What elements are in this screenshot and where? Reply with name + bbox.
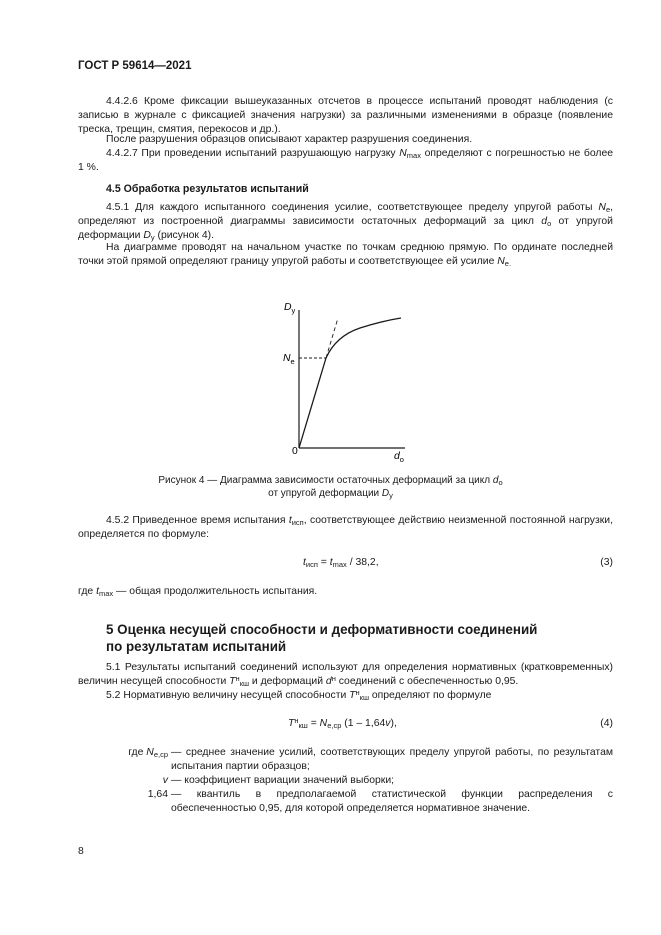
- definition-ne-avg: где $N_{e,ср}$ — среднее значение усилий, соответствующих пределу упругой работы, по результатам испытания партии образцов;: [128, 747, 613, 772]
- paragraph-4-4-2-7: 4.4.2.7 При проведении испытаний разрушающую нагрузку $N_{max}$ определяют с погрешностью не более 1 %.: [78, 148, 613, 173]
- formula-4: [78, 717, 613, 733]
- deformation-curve: [326, 318, 401, 358]
- where-tmax: где $t_{max}$ — общая продолжительность испытания.: [78, 586, 318, 598]
- standard-header: ГОСТ Р 59614—2021: [78, 60, 192, 72]
- ne-label: $N_e$: [283, 353, 295, 366]
- y-axis-label: $D_y$: [284, 302, 296, 315]
- origin-label: 0: [292, 446, 298, 457]
- paragraph-diagram-instruction: На диаграмме проводят на начальном участке по точкам среднюю прямую. По ординате последней точки этой прямой определяют границу упругой работы и соответствующее ей усилие $N_{e.}$: [78, 242, 613, 268]
- section-5-heading: 5 Оценка несущей способности и деформативности соединений по результатам испытаний: [106, 622, 538, 654]
- figure-4-caption: Рисунок 4 — Диаграмма зависимости остаточных деформаций за цикл $d_o$ от упругой деформации $D_y$: [158, 475, 503, 500]
- definition-quantile: 1,64 — квантиль в предполагаемой статистической функции распределения с обеспеченностью 0,95, для которой определяется нормативное значение.: [147, 789, 613, 814]
- page-number: 8: [78, 846, 84, 857]
- formula-3-expression: $t_{исп} = t_{max} / 38,2$,: [303, 557, 379, 569]
- formula-4-definitions: [78, 746, 613, 816]
- definition-term: где $N_{e,ср}$: [128, 747, 168, 759]
- elastic-straight-line: [299, 358, 326, 448]
- formula-3-number: (3): [600, 557, 613, 568]
- paragraph-after-failure: После разрушения образцов описывают характер разрушения соединения.: [106, 134, 473, 145]
- definition-v: v — коэффициент вариации значений выборки;: [162, 775, 395, 786]
- paragraph-4-5-2: 4.5.2 Приведенное время испытания $t_{исп}$, соответствующее действию неизменной постоянной нагрузки, определяется по формуле:: [78, 515, 613, 540]
- paragraph-4-5-1: 4.5.1 Для каждого испытанного соединения усилие, соответствующее пределу упругой работы $N_e$, определяют из построенной диаграммы зависимости остаточных деформаций за цикл $d_o$ от упругой деформации $D_y$ (рисунок 4).: [78, 202, 613, 242]
- formula-4-number: (4): [600, 718, 613, 729]
- section-4-5-heading: 4.5 Обработка результатов испытаний: [106, 183, 309, 195]
- definition-term: 1,64: [147, 789, 168, 800]
- paragraph-5-2: 5.2 Нормативную величину несущей способности $T^н_{кш}$ определяют по формуле: [106, 688, 492, 702]
- formula-3: [78, 556, 613, 572]
- figure-4-diagram: [270, 296, 420, 466]
- definition-term: v: [162, 775, 168, 786]
- formula-4-expression: $T^н_{кш} = N_{e,ср}$ (1 – 1,64v),: [288, 716, 397, 730]
- extension-dashed-line: [326, 318, 338, 358]
- paragraph-5-1: 5.1 Результаты испытаний соединений используют для определения нормативных (кратковременных) величин несущей способности $T^н_{кш}$ и деформаций $d^н$ соединений с обеспеченностью 0,95.: [78, 662, 613, 688]
- x-axis-label: $d_o$: [394, 451, 404, 464]
- paragraph-4-4-2-6: 4.4.2.6 Кроме фиксации вышеуказанных отсчетов в процессе испытаний проводят наблюдения (с записью в журнале с фиксацией значения нагрузки) за различными изменениями в образце (появление треска, трещин, смятия, перекосов и др.).: [78, 96, 613, 135]
